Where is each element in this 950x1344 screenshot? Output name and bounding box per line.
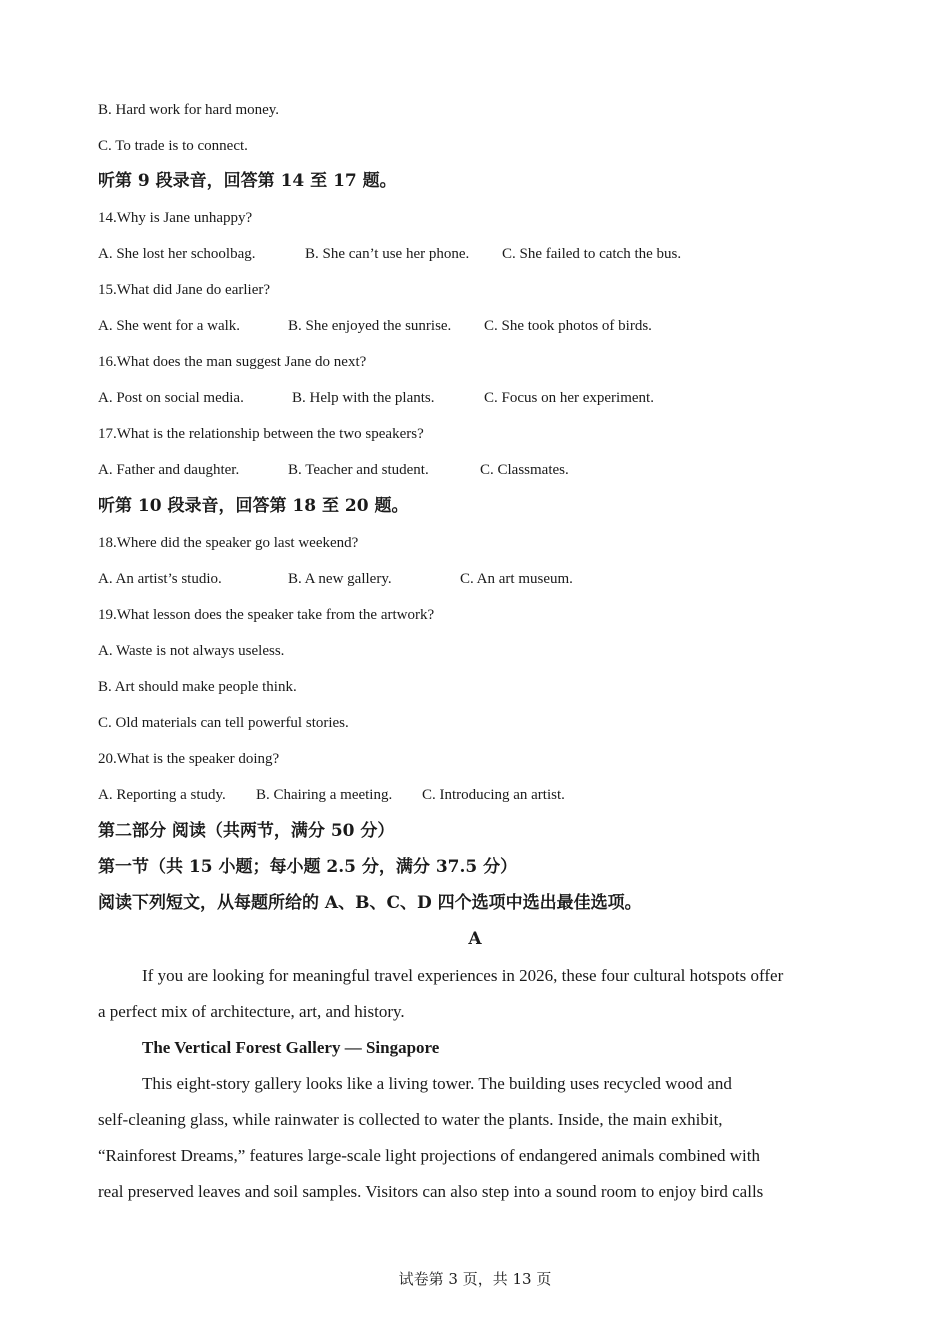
section9-instruction: 听第 9 段录音，回答第 14 至 17 题。 <box>98 171 397 191</box>
q19-option-b: B. Art should make people think. <box>98 679 297 695</box>
section10-instruction: 听第 10 段录音，回答第 18 至 20 题。 <box>98 496 409 516</box>
q20-option-c: C. Introducing an artist. <box>422 787 565 803</box>
q18-option-a: A. An artist’s studio. <box>98 571 222 587</box>
q14-option-c: C. She failed to catch the bus. <box>502 246 682 262</box>
passage-subheading: The Vertical Forest Gallery — Singapore <box>142 1038 440 1057</box>
passage-body-line4: real preserved leaves and soil samples. Visitors can also step into a sound room to enjoy bird calls <box>98 1182 764 1201</box>
q15-option-b: B. She enjoyed the sunrise. <box>288 318 452 334</box>
q15-option-c: C. She took photos of birds. <box>484 318 652 334</box>
passage-intro-line2: a perfect mix of architecture, art, and history. <box>98 1002 405 1021</box>
q19-option-c: C. Old materials can tell powerful stories. <box>98 715 349 731</box>
page-footer: 试卷第 3 页，共 13 页 <box>398 1270 552 1288</box>
passage-letter: A <box>468 929 482 949</box>
q14-question: 14.Why is Jane unhappy? <box>98 210 253 226</box>
q15-option-a: A. She went for a walk. <box>98 318 241 334</box>
passage-intro-line1: If you are looking for meaningful travel experiences in 2026, these four cultural hotspots offer <box>142 966 784 985</box>
reading-section-heading: 第一节（共 15 小题；每小题 2.5 分，满分 37.5 分） <box>98 857 518 877</box>
q18-option-c: C. An art museum. <box>460 571 573 587</box>
passage-body-line3: “Rainforest Dreams,” features large-scale light projections of endangered animals combined with <box>98 1146 760 1165</box>
q17-option-b: B. Teacher and student. <box>288 462 429 478</box>
q17-option-a: A. Father and daughter. <box>98 462 240 478</box>
passage-body-line2: self-cleaning glass, while rainwater is collected to water the plants. Inside, the main exhibit, <box>98 1110 723 1129</box>
passage-body-line1: This eight-story gallery looks like a living tower. The building uses recycled wood and <box>142 1074 732 1093</box>
q17-question: 17.What is the relationship between the two speakers? <box>98 426 424 442</box>
q19-question: 19.What lesson does the speaker take from the artwork? <box>98 607 435 623</box>
q16-option-b: B. Help with the plants. <box>292 390 435 406</box>
q19-option-a: A. Waste is not always useless. <box>98 643 285 659</box>
q20-option-b: B. Chairing a meeting. <box>256 787 393 803</box>
reading-part-heading: 第二部分 阅读（共两节，满分 50 分） <box>98 821 395 841</box>
q20-question: 20.What is the speaker doing? <box>98 751 280 767</box>
reading-instruction: 阅读下列短文，从每题所给的 A、B、C、D 四个选项中选出最佳选项。 <box>98 893 642 913</box>
q16-option-c: C. Focus on her experiment. <box>484 390 654 406</box>
q18-question: 18.Where did the speaker go last weekend? <box>98 535 359 551</box>
q14-option-a: A. She lost her schoolbag. <box>98 246 256 262</box>
q14-option-b: B. She can’t use her phone. <box>305 246 470 262</box>
q13-option-c: C. To trade is to connect. <box>98 138 248 154</box>
q16-question: 16.What does the man suggest Jane do next? <box>98 354 367 370</box>
q17-option-c: C. Classmates. <box>480 462 569 478</box>
q18-option-b: B. A new gallery. <box>288 571 392 587</box>
q20-option-a: A. Reporting a study. <box>98 787 226 803</box>
q13-option-b: B. Hard work for hard money. <box>98 102 280 118</box>
q16-option-a: A. Post on social media. <box>98 390 244 406</box>
q15-question: 15.What did Jane do earlier? <box>98 282 271 298</box>
